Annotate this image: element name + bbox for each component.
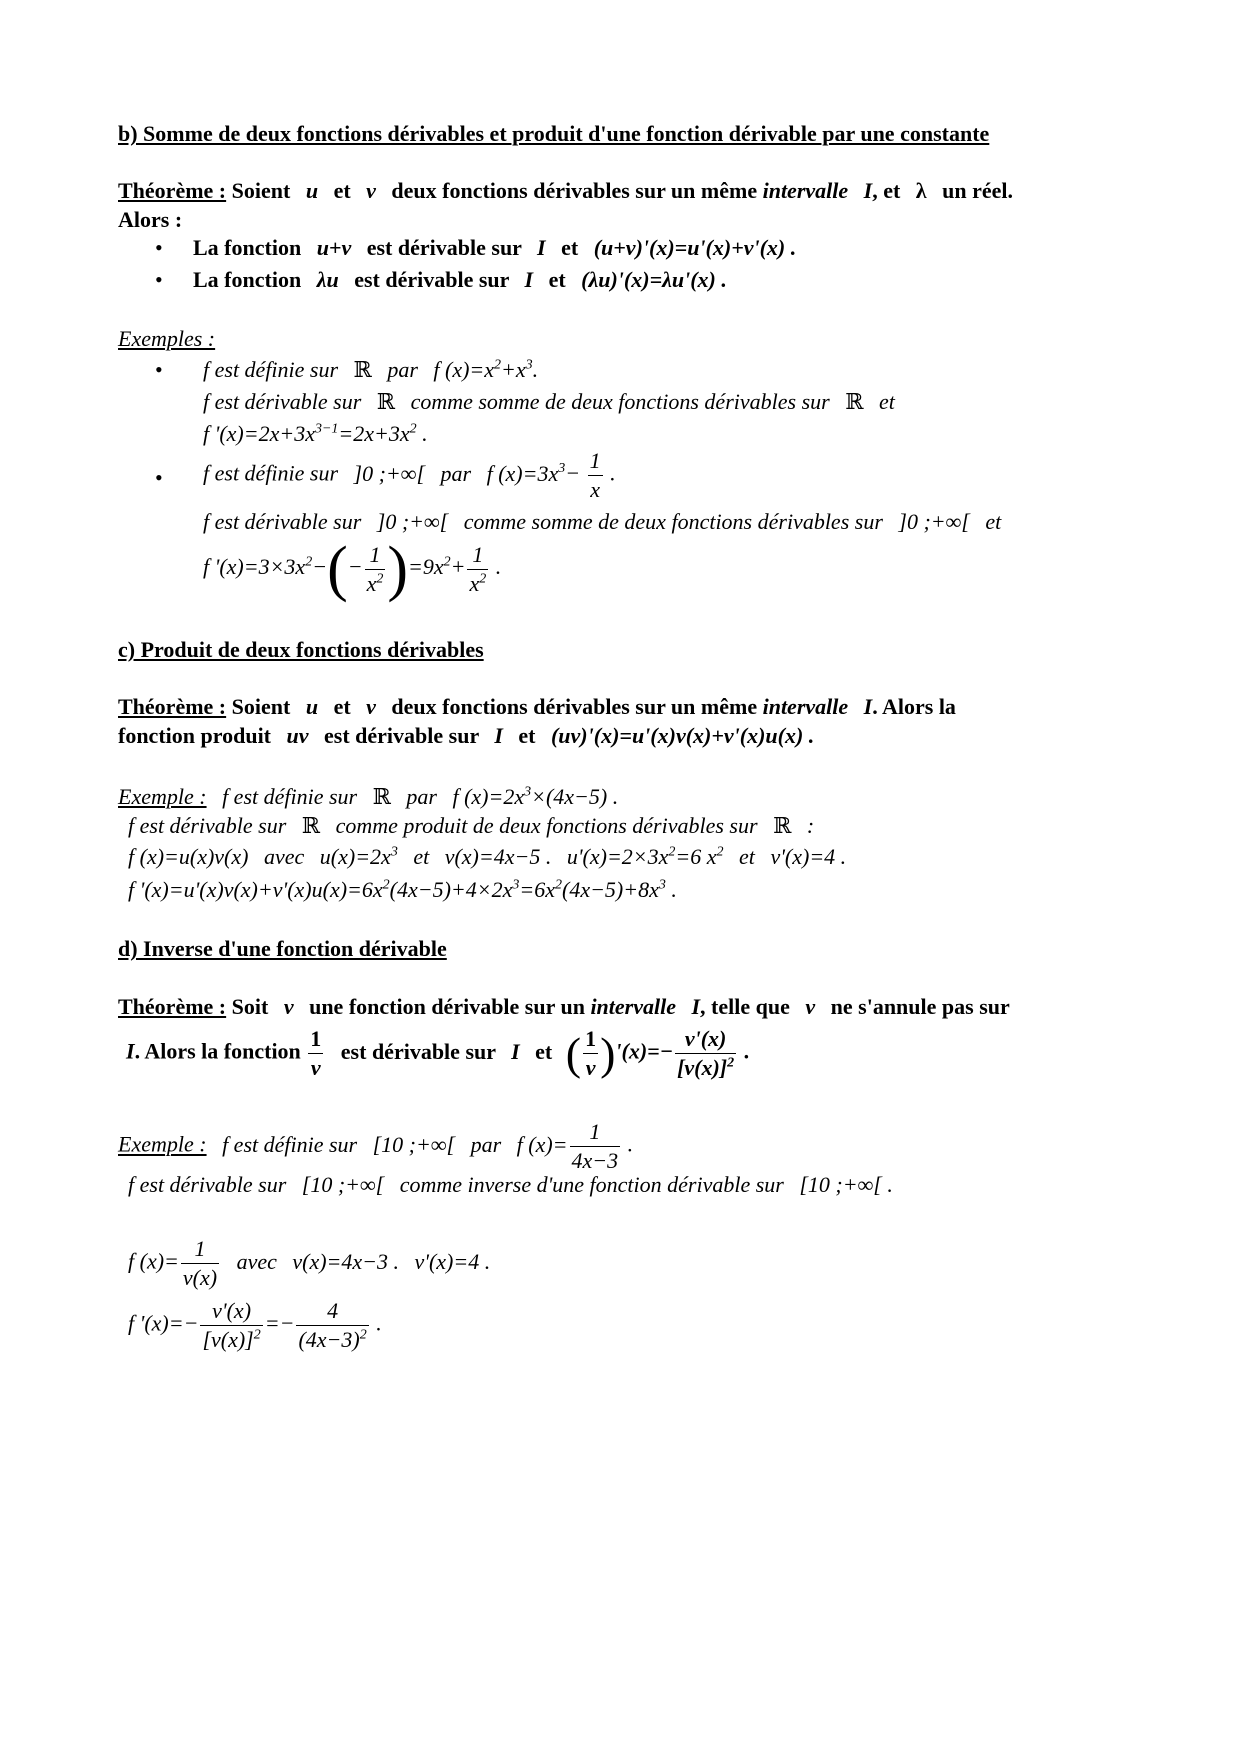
section-b-bullet2 bbox=[193, 266, 727, 294]
fraction bbox=[588, 447, 603, 504]
text-et: et bbox=[535, 1038, 553, 1064]
math-expr: f (x)= bbox=[516, 1131, 568, 1157]
math-expr: v'(x)=4 . bbox=[770, 844, 847, 869]
math-text: f est définie sur bbox=[222, 784, 358, 809]
interval: ]0 ;+∞[ bbox=[898, 509, 970, 534]
math-expr: v(x)=4x−5 . bbox=[444, 844, 552, 869]
math-expr: + bbox=[450, 554, 466, 580]
example1-line1 bbox=[203, 356, 538, 384]
example2-line2 bbox=[203, 508, 1001, 536]
section-c-heading: c) Produit de deux fonctions dérivables bbox=[118, 637, 484, 662]
math-text: . bbox=[495, 554, 502, 580]
fraction bbox=[570, 1118, 621, 1175]
denominator bbox=[365, 569, 386, 598]
numerator: 4 bbox=[327, 1298, 339, 1323]
fraction bbox=[308, 1025, 323, 1082]
section-b-theorem-line1 bbox=[118, 177, 1013, 205]
math-text: . bbox=[887, 1172, 893, 1197]
math-expr: =2x+3x bbox=[338, 421, 410, 446]
text-et: et bbox=[548, 267, 566, 292]
math-expr: (4x−3) bbox=[298, 1327, 360, 1352]
theorem-text: est dérivable sur bbox=[324, 723, 479, 748]
math-text: : bbox=[806, 813, 815, 838]
exponent: 3 bbox=[558, 461, 566, 477]
reals-symbol: ℝ bbox=[372, 784, 391, 809]
math-expr: f (x)=x bbox=[433, 357, 495, 382]
math-expr: +x bbox=[501, 357, 526, 382]
example-label: Exemple : bbox=[118, 1131, 207, 1157]
math-formula: (uv)'(x)=u'(x)v(x)+v'(x)u(x) . bbox=[550, 723, 815, 748]
fraction bbox=[467, 541, 488, 598]
denominator bbox=[296, 1325, 368, 1354]
numerator: 1 bbox=[310, 1026, 322, 1051]
theorem-text: ne s'annule pas sur bbox=[830, 994, 1010, 1019]
interval: [10 ;+∞[ bbox=[799, 1172, 882, 1197]
denominator bbox=[467, 569, 488, 598]
math-expr: [v(x)] bbox=[202, 1327, 254, 1352]
exponent: 3 bbox=[658, 877, 666, 893]
math-text: par bbox=[406, 784, 437, 809]
math-expr: =6x bbox=[519, 877, 555, 902]
math-formula: (λu)'(x)=λu'(x) . bbox=[581, 267, 727, 292]
theorem-label: Théorème : bbox=[118, 994, 227, 1019]
math-expr: f (x)= bbox=[128, 1248, 179, 1274]
exponent: 2 bbox=[305, 554, 313, 570]
section-c-example-line2 bbox=[128, 812, 814, 840]
section-c-example-line1 bbox=[118, 783, 618, 811]
example2-line1 bbox=[203, 447, 616, 504]
math-expr: '(x)=− bbox=[615, 1038, 674, 1064]
math-text: f est définie sur bbox=[203, 460, 339, 486]
numerator: v'(x) bbox=[684, 1026, 727, 1051]
exponent: 2 bbox=[479, 571, 487, 587]
section-c-theorem-line2 bbox=[118, 722, 814, 750]
section-d-example-line4 bbox=[128, 1297, 382, 1354]
math-text: avec bbox=[263, 844, 305, 869]
var-u: u bbox=[305, 694, 319, 719]
left-paren: ( bbox=[327, 535, 348, 603]
section-d-theorem-line1 bbox=[118, 993, 1010, 1021]
exponent: 2 bbox=[376, 571, 384, 587]
text-et: et bbox=[333, 694, 351, 719]
math-text: f est dérivable sur bbox=[203, 389, 362, 414]
bullet-text: est dérivable sur bbox=[354, 267, 509, 292]
exponent: 3 bbox=[512, 877, 520, 893]
theorem-text: Soit bbox=[231, 994, 269, 1019]
fraction bbox=[296, 1297, 368, 1354]
interval: ]0 ;+∞[ bbox=[353, 460, 426, 486]
math-expr: f (x)=u(x)v(x) bbox=[128, 844, 249, 869]
exponent: 3 bbox=[524, 784, 532, 800]
var-I: I bbox=[126, 1038, 135, 1064]
section-c-example-line3 bbox=[128, 843, 846, 871]
text-et: et bbox=[561, 235, 579, 260]
theorem-text: deux fonctions dérivables sur un même bbox=[391, 178, 758, 203]
denominator: 4x−3 bbox=[571, 1148, 619, 1173]
reals-symbol: ℝ bbox=[376, 389, 396, 414]
theorem-text: , telle que bbox=[700, 994, 790, 1019]
theorem-text: deux fonctions dérivables sur un même bbox=[391, 694, 758, 719]
var-lambda: λ bbox=[915, 178, 927, 203]
math-expr: ×(4x−5) . bbox=[531, 784, 619, 809]
theorem-label: Théorème : bbox=[118, 694, 227, 719]
var-I: I bbox=[537, 235, 546, 260]
theorem-text: un réel. bbox=[942, 178, 1013, 203]
math-text: et bbox=[985, 509, 1002, 534]
section-d-example-line2 bbox=[128, 1171, 893, 1199]
reals-symbol: ℝ bbox=[773, 813, 792, 838]
math-text: comme produit de deux fonctions dérivables sur bbox=[335, 813, 758, 838]
denominator: v bbox=[308, 1053, 323, 1082]
math-text: . bbox=[376, 1310, 382, 1336]
var-v: v bbox=[283, 994, 294, 1019]
numerator: 1 bbox=[194, 1236, 206, 1261]
math-text: et bbox=[739, 844, 755, 869]
math-expr: − bbox=[565, 460, 581, 486]
section-c-example-line4 bbox=[128, 876, 677, 904]
denominator: v(x) bbox=[182, 1265, 218, 1290]
exponent: 2 bbox=[716, 844, 724, 860]
math-text: . bbox=[743, 1038, 750, 1064]
fraction bbox=[583, 1025, 598, 1082]
reals-symbol: ℝ bbox=[845, 389, 864, 414]
interval: ]0 ;+∞[ bbox=[376, 509, 449, 534]
text-et: et bbox=[333, 178, 351, 203]
theorem-text: . Alors la bbox=[872, 694, 956, 719]
examples-label: Exemples : bbox=[118, 326, 216, 351]
denominator: v bbox=[583, 1053, 598, 1082]
text-intervalle: intervalle bbox=[590, 994, 676, 1019]
exponent: 2 bbox=[443, 554, 451, 570]
denominator bbox=[200, 1325, 262, 1354]
math-expr: (4x−5)+8x bbox=[562, 877, 659, 902]
math-text: f est définie sur bbox=[222, 1131, 358, 1157]
var-I: I bbox=[494, 723, 503, 748]
math-text: . bbox=[532, 357, 539, 382]
section-d-example-line3 bbox=[128, 1235, 490, 1292]
right-paren: ) bbox=[600, 1027, 616, 1079]
math-expr: =6 x bbox=[675, 844, 717, 869]
section-b-alors: Alors : bbox=[118, 207, 183, 232]
math-expr: u'(x)=2×3x bbox=[566, 844, 669, 869]
numerator: 1 bbox=[472, 541, 484, 567]
math-expr: f (x)=2x bbox=[452, 784, 525, 809]
exponent: 2 bbox=[494, 357, 502, 373]
exponent: 2 bbox=[409, 421, 417, 437]
math-text: f est dérivable sur bbox=[128, 1172, 287, 1197]
exponent: 3 bbox=[390, 844, 398, 860]
math-expr: f (x)=3x bbox=[486, 460, 559, 486]
math-expr: − bbox=[347, 554, 363, 580]
bullet-icon: • bbox=[155, 235, 163, 260]
example1-line3 bbox=[203, 420, 428, 448]
bullet-text: est dérivable sur bbox=[366, 235, 522, 260]
math-text: . bbox=[627, 1131, 634, 1157]
math-expr: (4x−5)+4×2x bbox=[389, 877, 513, 902]
math-text: par bbox=[470, 1131, 502, 1157]
math-expr: − bbox=[312, 554, 328, 580]
math-expr: x bbox=[366, 570, 377, 596]
math-text: . bbox=[422, 421, 428, 446]
bullet-icon: • bbox=[155, 267, 163, 292]
exponent: 2 bbox=[253, 1327, 261, 1343]
exponent: 2 bbox=[555, 877, 562, 893]
exponent: 3 bbox=[525, 357, 533, 373]
var-v: v bbox=[366, 178, 376, 203]
example1-line2 bbox=[203, 388, 895, 416]
exponent: 3−1 bbox=[314, 421, 339, 437]
math-text: f est définie sur bbox=[203, 357, 339, 382]
theorem-text: , et bbox=[872, 178, 901, 203]
section-b-bullet1 bbox=[193, 234, 796, 262]
math-text: f est dérivable sur bbox=[128, 813, 287, 838]
right-paren: ) bbox=[387, 535, 408, 603]
numerator: 1 bbox=[589, 1119, 601, 1144]
numerator: 1 bbox=[585, 1026, 597, 1051]
denominator: x bbox=[588, 475, 603, 504]
exponent: 2 bbox=[727, 1055, 735, 1071]
bullet-text: La fonction bbox=[193, 267, 302, 292]
math-text: et bbox=[879, 389, 895, 414]
example2-line3 bbox=[203, 535, 502, 603]
fraction bbox=[365, 541, 386, 598]
math-text: . bbox=[671, 877, 677, 902]
math-text: comme inverse d'une fonction dérivable sur bbox=[399, 1172, 784, 1197]
theorem-text: Soient bbox=[231, 694, 291, 719]
var-I: I bbox=[863, 178, 873, 203]
math-formula: (u+v)'(x)=u'(x)+v'(x) . bbox=[593, 235, 797, 260]
bullet-icon: • bbox=[155, 357, 163, 382]
var-u: u bbox=[305, 178, 319, 203]
example-label: Exemple : bbox=[118, 784, 207, 809]
math-text: f est dérivable sur bbox=[203, 509, 362, 534]
math-expr: f '(x)=− bbox=[128, 1310, 199, 1336]
theorem-text: est dérivable sur bbox=[340, 1038, 496, 1064]
numerator: 1 bbox=[589, 448, 601, 473]
section-d-example-line1 bbox=[118, 1118, 633, 1175]
fraction bbox=[200, 1297, 262, 1354]
numerator: 1 bbox=[369, 541, 381, 567]
theorem-text: Soient bbox=[231, 178, 291, 203]
math-expr: f '(x)=2x+3x bbox=[203, 421, 315, 446]
interval: [10 ;+∞[ bbox=[301, 1172, 385, 1197]
math-text: comme somme de deux fonctions dérivables sur bbox=[410, 389, 830, 414]
math-expr: f '(x)=3×3x bbox=[203, 554, 306, 580]
fraction bbox=[675, 1025, 736, 1082]
left-paren: ( bbox=[565, 1027, 582, 1079]
math-expr: u+v bbox=[316, 235, 352, 260]
reals-symbol: ℝ bbox=[353, 357, 372, 382]
math-text: et bbox=[413, 844, 430, 869]
interval: [10 ;+∞[ bbox=[372, 1131, 456, 1157]
math-expr: x bbox=[469, 570, 480, 596]
bullet-text: La fonction bbox=[193, 235, 302, 260]
text-et: et bbox=[518, 723, 536, 748]
exponent: 2 bbox=[359, 1327, 367, 1343]
math-text: par bbox=[387, 357, 418, 382]
fraction bbox=[181, 1235, 219, 1292]
math-expr: =− bbox=[264, 1310, 295, 1336]
math-expr: v(x)=4x−3 . bbox=[292, 1248, 399, 1274]
math-expr: =9x bbox=[408, 554, 444, 580]
var-I: I bbox=[691, 994, 701, 1019]
math-expr: uv bbox=[286, 723, 309, 748]
math-expr: v'(x)=4 . bbox=[414, 1248, 491, 1274]
section-d-theorem-line2 bbox=[126, 1025, 749, 1082]
theorem-label: Théorème : bbox=[118, 178, 227, 203]
section-d-heading: d) Inverse d'une fonction dérivable bbox=[118, 936, 447, 961]
var-v: v bbox=[805, 994, 816, 1019]
var-I: I bbox=[511, 1038, 520, 1064]
bullet-icon: • bbox=[155, 465, 163, 490]
var-I: I bbox=[863, 694, 873, 719]
math-text: . bbox=[610, 460, 616, 486]
exponent: 2 bbox=[668, 844, 676, 860]
math-expr: f '(x)=u'(x)v(x)+v'(x)u(x)=6x bbox=[128, 877, 383, 902]
var-I: I bbox=[524, 267, 534, 292]
numerator: v'(x) bbox=[212, 1298, 252, 1323]
theorem-text: fonction produit bbox=[118, 723, 272, 748]
math-expr: u(x)=2x bbox=[319, 844, 391, 869]
reals-symbol: ℝ bbox=[301, 813, 321, 838]
math-text: comme somme de deux fonctions dérivables sur bbox=[463, 509, 883, 534]
math-expr: [v(x)] bbox=[677, 1055, 728, 1080]
section-b-heading: b) Somme de deux fonctions dérivables et produit d'une fonction dérivable par une constante bbox=[118, 121, 990, 146]
text-intervalle: intervalle bbox=[762, 178, 849, 203]
text-intervalle: intervalle bbox=[762, 694, 849, 719]
exponent: 2 bbox=[382, 877, 390, 893]
theorem-text: . Alors la fonction bbox=[134, 1038, 301, 1064]
math-expr: λu bbox=[316, 267, 339, 292]
theorem-text: une fonction dérivable sur un bbox=[309, 994, 585, 1019]
section-c-theorem-line1 bbox=[118, 693, 956, 721]
math-text: avec bbox=[236, 1248, 277, 1274]
math-text: par bbox=[440, 460, 472, 486]
var-v: v bbox=[366, 694, 376, 719]
denominator bbox=[675, 1053, 736, 1082]
